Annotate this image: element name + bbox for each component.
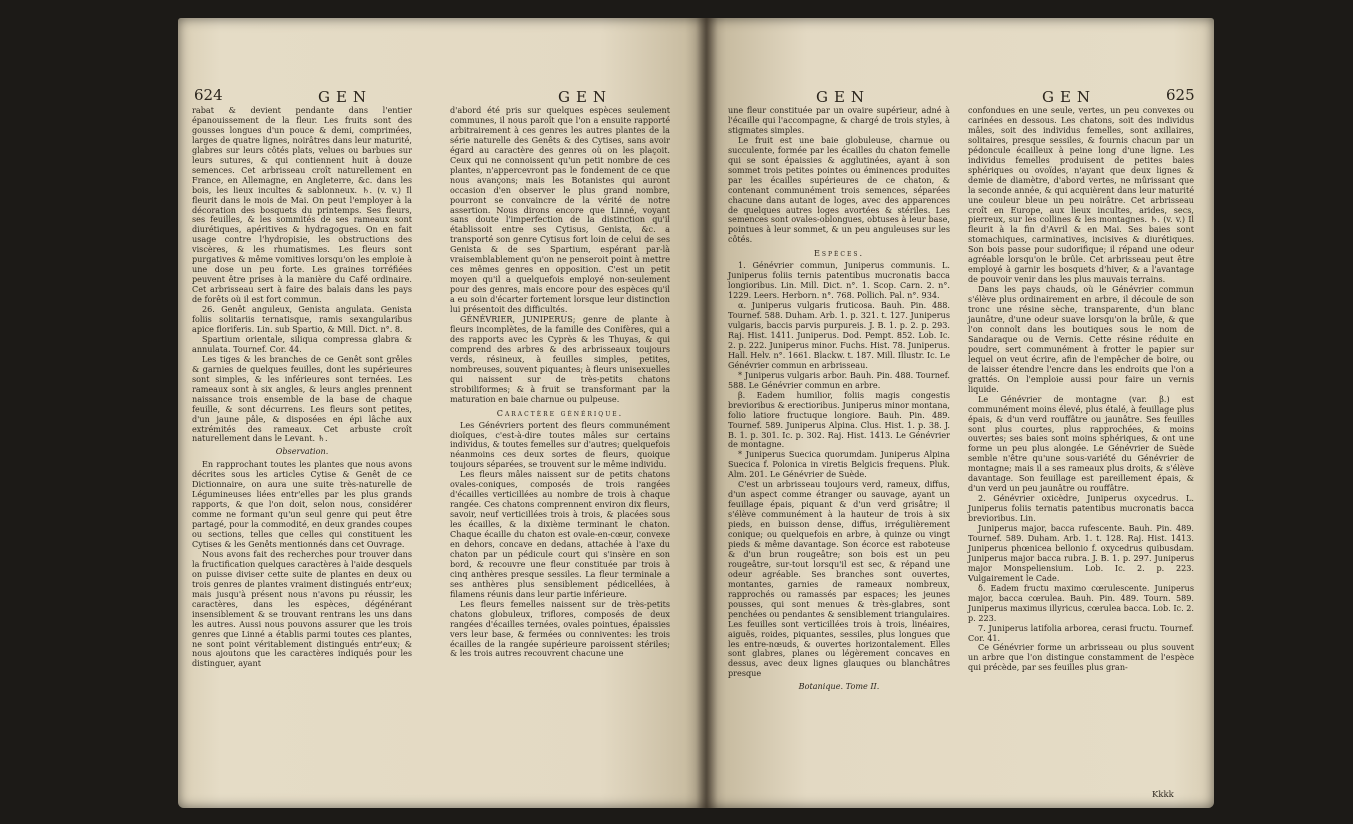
paragraph: une fleur constituée par un ovaire supérieur, adné à l'écaille qui l'accompagne, & chargé de trois styles, à stigmates simples. bbox=[728, 105, 950, 135]
paragraph: 1. Génévrier commun, Juniperus communis. L. Juniperus foliis ternis patentibus mucronatis bacca longioribus. Lin. Mill. Dict. n°. 1. Scop. Carn. 2. n°. 1229. Leers. Herborn. n°. 768. Pollich. Pal. n°. 934. bbox=[728, 260, 950, 301]
paragraph: Ce Génévrier forme un arbrisseau ou plus souvent un arbre que l'on distingue constamment de l'espèce qui précède, par ses feuilles plus gran- bbox=[968, 642, 1194, 673]
right-page bbox=[706, 18, 1214, 808]
paragraph: β. Eadem humilior, foliis magis congestis brevioribus & erectioribus. Juniperus minor montana, folio latiore fructuque longiore. Bauh. Pin. 489. Tournef. 589. Juniperus Alpina. Clus. Hist. 1. p. 38. J. B. 1. p. 301. Ic. p. 302. Raj. Hist. 1413. Le Génévrier de montagne. bbox=[728, 389, 950, 450]
paragraph: C'est un arbrisseau toujours verd, rameux, diffus, d'un aspect comme étranger ou sauvage, ayant un feuillage épais, piquant & d'un verd grisâtre; il s'élève communément à la hauteur de trois à six pieds, en buisson dense, diffus, irrégulièrement conique; ou quelquefois en arbre, à quinze ou vingt pieds & même davantage. Son écorce est raboteuse & d'un brun rougeâtre; son bois est un peu rougeâtre, sur-tout lorsqu'il est sec, & répand une odeur agréable. Ses branches sont ouvertes, montantes, garnies de rameaux nombreux, rapprochés ou ramassés par espaces; les jeunes pousses, qui sont menues & très-glabres, sont penchées ou pendantes & sensiblement triangulaires. Les feuilles sont verticillées trois à trois, linéaires, aiguës, roides, piquantes, sessiles, plus longues que les entre-nœuds, & ouvertes horizontalement. Elles sont glabres, planes ou légèrement concaves en dessus, avec deux lignes glauques ou blanchâtres presque bbox=[728, 479, 950, 679]
paragraph: * Juniperus vulgaris arbor. Bauh. Pin. 488. Tournef. 588. Le Génévrier commun en arbre. bbox=[728, 369, 950, 390]
paragraph: Les tiges & les branches de ce Genêt sont grêles & garnies de quelques feuilles, dont les supérieures sont simples, & les inférieures sont ternées. Les rameaux sont à six angles, & leurs angles prennent naissance trois ensemble de la base de chaque feuille, & sont décurrens. Les fleurs sont petites, d'un jaune pâle, & disposées en épi lâche aux extrémités des rameaux. Cet arbuste croît naturellement dans le Levant. ♄. bbox=[192, 353, 412, 444]
left-page-column-1 bbox=[192, 106, 412, 669]
paragraph: Juniperus major, bacca rufescente. Bauh. Pin. 489. Tournef. 589. Duham. Arb. 1. t. 128. Raj. Hist. 1413. Juniperus phœnicea bellonio f. oxycedrus quibusdam. Juniperus major bacca rubra. J. B. 1. p. 297. Juniperus major Monspeliensium. Lob. Ic. 2. p. 223. Vulgairement le Cade. bbox=[968, 523, 1194, 583]
page-number-right: 625 bbox=[1166, 86, 1195, 104]
right-page-column-1 bbox=[728, 106, 950, 695]
paragraph: Les Génévriers portent des fleurs communément dioïques, c'est-à-dire toutes mâles sur certains individus, & toutes femelles sur d'autres; quelquefois néanmoins ces deux sortes de fleurs, quoique toujours séparées, se trouvent sur le même individu. bbox=[450, 419, 670, 470]
entry-heading: GÉNÉVRIER, JUNIPERUS; genre de plante à fleurs incomplètes, de la famille des Conifères, qui a des rapports avec les Cyprès & les Thuyas, & qui comprend des arbres & des arbrisseaux toujours verds, résineux, à feuilles simples, petites, nombreuses, souvent piquantes; à fleurs unisexuelles qui naissent sur de très-petits chatons strobiliformes; & à fruit se transformant par la maturation en baie charnue ou pulpeuse. bbox=[450, 314, 670, 404]
paragraph: rabat & devient pendante dans l'entier épanouissement de la fleur. Les fruits sont des gousses longues d'un pouce & demi, comprimées, larges de quatre lignes, noirâtres dans leur maturité, glabres sur leurs côtés plats, velues ou barbues sur leurs sutures, & qui contiennent huit à douze semences. Cet arbrisseau croît naturellement en France, en Allemagne, en Angleterre, &c. dans les bois, les lieux incultes & sablonneux. ♄. (v. v.) Il fleurit dans le mois de Mai. On peut l'employer à la décoration des bosquets du printemps. Ses fleurs, ses feuilles, & les sommités de ses rameaux sont diurétiques, apéritives & hydragogues. On en fait usage contre l'hydropisie, les obstructions des viscères, & les rhumatismes. Les fleurs sont purgatives & même vomitives lorsqu'on les emploie à une dose un peu forte. Les graines torréfiées peuvent être prises à la manière du Café ordinaire. Cet arbrisseau sert à faire des balais dans les pays de forêts où il est fort commun. bbox=[192, 105, 412, 305]
running-head-right-col1: GEN bbox=[816, 88, 871, 106]
page-number-left: 624 bbox=[194, 86, 223, 104]
paragraph: confondues en une seule, vertes, un peu convexes ou carinées en dessous. Les chatons, soit des individus mâles, soit des individus femelles, sont axillaires, solitaires, presque sessiles, & fournis chacun par un pédoncule écailleux à peine long d'une ligne. Les individus femelles produisent de petites baies sphériques ou ovoïdes, n'ayant que deux lignes & demie de diamètre, d'abord vertes, ne mûrissant que la seconde année, & qui acquièrent dans leur maturité une couleur bleue un peu noirâtre. Cet arbrisseau croît en Europe, aux lieux incultes, arides, secs, pierreux, sur les collines & les montagnes. ♄. (v. v.) Il fleurit à la fin d'Avril & en Mai. Ses baies sont stomachiques, carminatives, incisives & diurétiques. Son bois passe pour sudorifique; il répand une odeur agréable lorsqu'on le brûle. Cet arbrisseau peut être employé à garnir les bosquets d'hiver, & a l'avantage de pouvoir venir dans les plus mauvais terrains. bbox=[968, 105, 1194, 285]
running-head-right-col2: GEN bbox=[1042, 88, 1097, 106]
paragraph: Le fruit est une baie globuleuse, charnue ou succulente, formée par les écailles du chaton femelle qui se sont épaissies & agglutinées, ayant à son sommet trois petites pointes ou éminences produites par les écailles supérieures de ce chaton, & contenant communément trois semences, séparées chacune dans autant de loges, avec des apparences de quelques autres loges avortées & stériles. Les semences sont ovales-oblongues, obtuses à leur base, pointues à leur sommet, & un peu anguleuses sur les côtés. bbox=[728, 134, 950, 245]
paragraph: 7. Juniperus latifolia arborea, cerasi fructu. Tournef. Cor. 41. bbox=[968, 622, 1194, 643]
section-heading: Observation. bbox=[275, 446, 329, 457]
left-page bbox=[178, 18, 706, 808]
paragraph: Le Génévrier de montagne (var. β.) est communément moins élevé, plus étalé, à feuillage plus épais, & d'un verd rouffâtre ou jaunâtre. Ses feuilles sont plus courtes, plus rapprochées, & moins ouvertes; ses baies sont moins sphériques, & ont une forme un peu plus alongée. Le Génévrier de Suède semble n'être qu'une sous-variété du Génévrier de montagne; mais il a ses rameaux plus droits, & s'élève davantage. Son feuillage est pareillement épais, & d'un verd un peu jaunâtre ou rouffâtre. bbox=[968, 393, 1194, 494]
paragraph: d'abord été pris sur quelques espèces seulement communes, il nous paroît que l'on a ensuite rapporté arbitrairement à ces genres les autres plantes de la série naturelle des Genêts & des Cytises, sans avoir égard au caractère des genres où on les plaçoit. Ceux qui ne connoissent qu'un petit nombre de ces plantes, n'appercevront pas le fondement de ce que nous avançons; mais les Botanistes qui auront occasion d'en observer le plus grand nombre, pourront se convaincre de la vérité de notre assertion. Nous dirons encore que Linné, voyant sans doute l'imperfection de la distinction qu'il établissoit entre ses Cytisus, Genista, &c. a transporté son genre Cytisus fort loin de celui de ses Genista & de ses Spartium, espérant par-là vraisemblablement qu'on ne penseroit point à mettre ces mêmes genres en opposition. C'est un petit moyen qu'il a quelquefois employé non-seulement pour des genres, mais encore pour des espèces qu'il a eu soin d'écarter fortement lorsque leur distinction lui présentoit des difficultés. bbox=[450, 105, 670, 315]
running-head-left-col1: GEN bbox=[318, 88, 373, 106]
running-head-left-col2: GEN bbox=[558, 88, 613, 106]
paragraph: * Juniperus Suecica quorumdam. Juniperus Alpina Suecica f. Polonica in viretis Belgicis frequens. Pluk. Alm. 201. Le Génévrier de Suède. bbox=[728, 449, 950, 480]
paragraph: 2. Génévrier oxicèdre, Juniperus oxycedrus. L. Juniperus foliis ternatis patentibus mucronatis bacca brevioribus. Lin. bbox=[968, 493, 1194, 524]
right-page-column-2 bbox=[968, 106, 1194, 673]
paragraph: Spartium orientale, siliqua compressa glabra & annulata. Tournef. Cor. 44. bbox=[192, 333, 412, 354]
paragraph: Dans les pays chauds, où le Génévrier commun s'élève plus ordinairement en arbre, il découle de son tronc une résine sèche, transparente, d'un blanc jaunâtre, d'une odeur suave lorsqu'on la brûle, & que l'on connoît dans les boutiques sous le nom de Sandaraque ou de Vernis. Cette résine réduite en poudre, sert communément à frotter le papier sur lequel on veut écrire, afin de l'empêcher de boire, ou de laisser étendre l'encre dans les endroits que l'on a grattés. On l'emploie aussi pour faire un vernis liquide. bbox=[968, 284, 1194, 394]
paragraph: 26. Genêt anguleux, Genista angulata. Genista foliis solitariis ternatisque, ramis sexangularibus apice floriferis. Lin. sub Spartio, & Mill. Dict. n°. 8. bbox=[192, 304, 412, 334]
section-heading: Caractère générique. bbox=[496, 407, 624, 418]
paragraph: α. Juniperus vulgaris fruticosa. Bauh. Pin. 488. Tournef. 588. Duham. Arb. 1. p. 321. t. 127. Juniperus vulgaris, baccis parvis purpureis. J. B. 1. p. 2. p. 293. Raj. Hist. 1411. Juniperus. Dod. Pempt. 852. Lob. Ic. 2. p. 222. Juniperus minor. Fuchs. Hist. 78. Juniperus. Hall. Helv. n°. 1661. Blackw. t. 187. Mill. Illustr. Ic. Le Génévrier commun en arbrisseau. bbox=[728, 300, 950, 370]
signature-mark: Kkkk bbox=[1152, 790, 1174, 800]
paragraph: δ. Eadem fructu maximo cœrulescente. Juniperus major, bacca cœrulea. Bauh. Pin. 489. Tourn. 589. Juniperus maximus illyricus, cœrulea bacca. Lob. Ic. 2. p. 223. bbox=[968, 582, 1194, 623]
volume-footer: Botanique. Tome II. bbox=[798, 681, 880, 692]
paragraph: Les fleurs femelles naissent sur de très-petits chatons globuleux, triflores, composés de deux rangées d'écailles ternées, ovales pointues, épaissies vers leur base, & fermées ou conniventes: les trois écailles de la rangée supérieure paroissent stériles; & les trois autres recouvrent chacune une bbox=[450, 598, 670, 659]
paragraph: Les fleurs mâles naissent sur de petits chatons ovales-coniques, composés de trois rangées d'écailles verticillées au nombre de trois à chaque rangée. Ces chatons comprennent environ dix fleurs, savoir, neuf verticillées trois à trois, & placées sous les écailles, & la dixième terminant le chaton. Chaque écaille du chaton est ovale-en-cœur, convexe en dehors, concave en dedans, attachée à l'axe du chaton par un pédicule court qui s'insère en son bord, & recouvre une fleur constituée par trois à cinq anthères presque sessiles. La fleur terminale a ses anthères plus sensiblement pédicellées, à filamens réunis dans leur partie inférieure. bbox=[450, 469, 670, 599]
section-heading: Espèces. bbox=[813, 248, 865, 259]
paragraph: En rapprochant toutes les plantes que nous avons décrites sous les articles Cytise & Genêt de ce Dictionnaire, on aura une suite très-naturelle de Légumineuses liées entr'elles par les plus grands rapports, & que l'on doit, selon nous, considérer comme ne formant qu'un seul genre qui peut être partagé, pour la commodité, en deux grandes coupes ou sections, telles que celles qui constituent les Cytises & les Genêts mentionnés dans cet Ouvrage. bbox=[192, 459, 412, 549]
paragraph: Nous avons fait des recherches pour trouver dans la fructification quelques caractères à l'aide desquels on puisse diviser cette suite de plantes en deux ou trois genres de plantes vraiment distingués entr'eux; mais jusqu'à présent nous n'avons pu réussir, les caractères, dans les espèces, dégénérant insensiblement & se trouvant rentrans les uns dans les autres. Aussi nous pouvons assurer que les trois genres que Linné a établis parmi toutes ces plantes, ne sont point véritablement distingués entr'eux; & nous ajoutons que les caractères indiqués pour les distinguer, ayant bbox=[192, 548, 412, 669]
book-gutter bbox=[696, 18, 718, 808]
left-page-column-2 bbox=[450, 106, 670, 659]
